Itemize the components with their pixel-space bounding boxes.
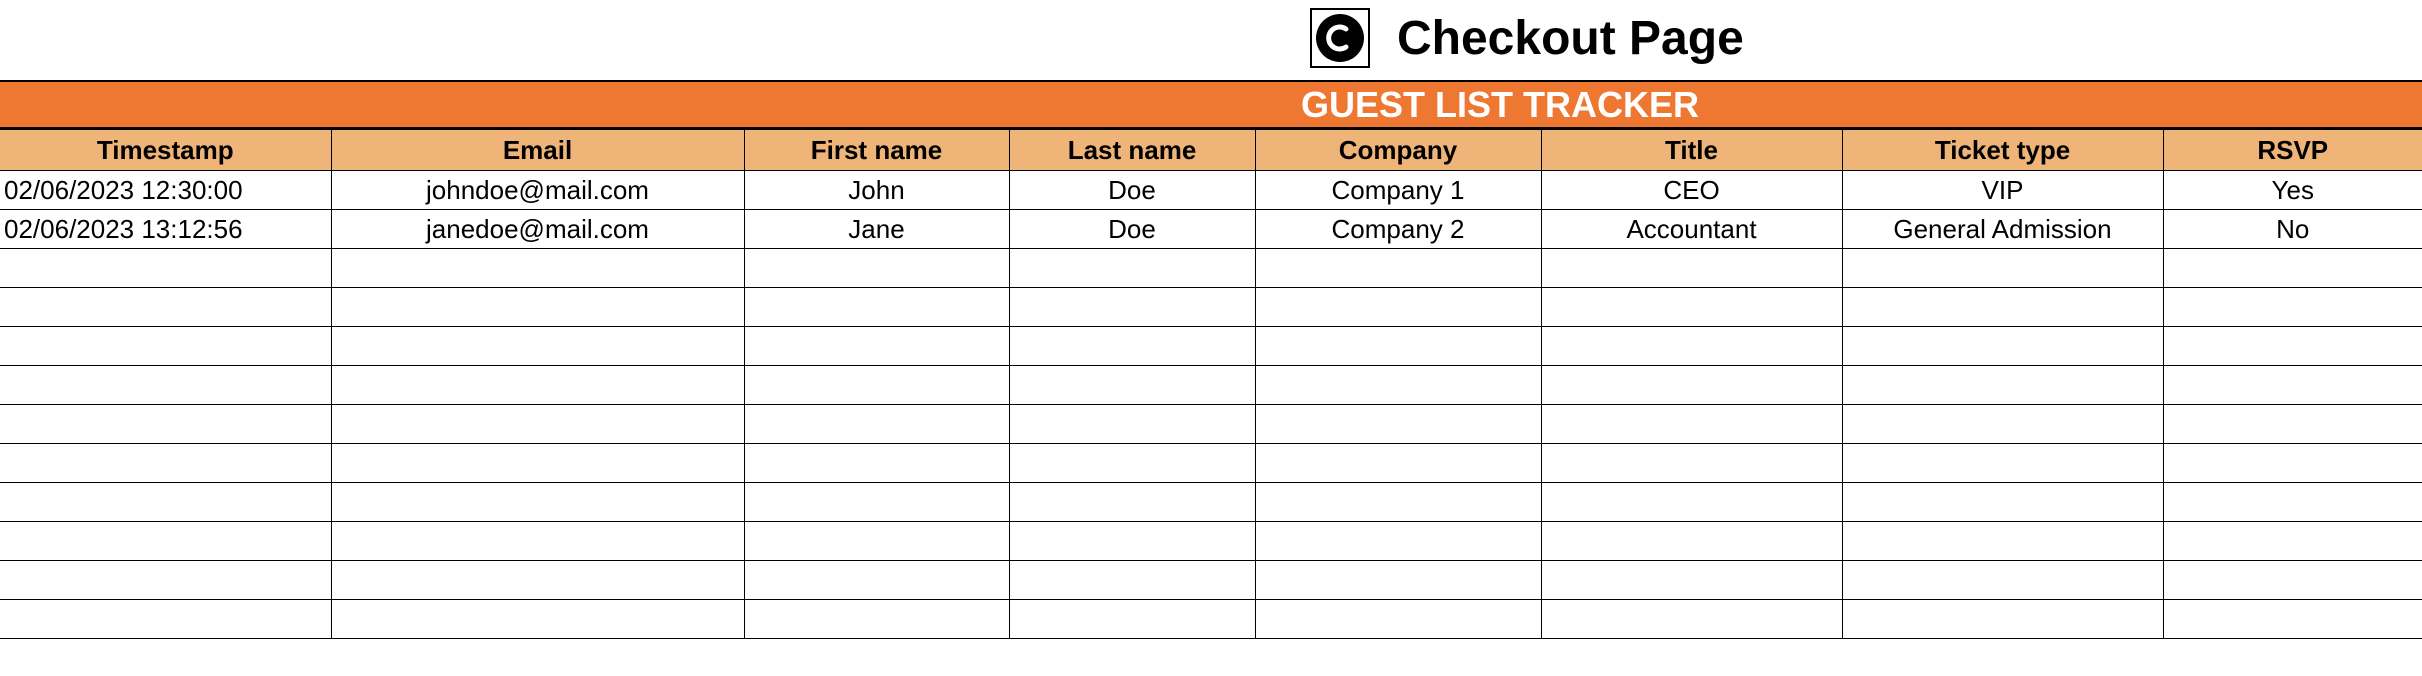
cell-last-name[interactable] bbox=[1009, 249, 1255, 288]
cell-company[interactable] bbox=[1255, 249, 1541, 288]
cell-title[interactable] bbox=[1541, 327, 1842, 366]
cell-company[interactable] bbox=[1255, 405, 1541, 444]
cell-timestamp[interactable]: 02/06/2023 13:12:56 bbox=[0, 210, 331, 249]
column-header-ticket-type[interactable]: Ticket type bbox=[1842, 130, 2163, 171]
cell-email[interactable] bbox=[331, 327, 744, 366]
table-row bbox=[0, 444, 2422, 483]
cell-ticket-type[interactable] bbox=[1842, 405, 2163, 444]
cell-last-name[interactable] bbox=[1009, 366, 1255, 405]
cell-company[interactable] bbox=[1255, 366, 1541, 405]
cell-email[interactable] bbox=[331, 600, 744, 639]
cell-first-name[interactable] bbox=[744, 483, 1009, 522]
cell-email[interactable] bbox=[331, 288, 744, 327]
cell-rsvp[interactable] bbox=[2163, 561, 2422, 600]
cell-title[interactable] bbox=[1541, 288, 1842, 327]
cell-first-name[interactable]: Jane bbox=[744, 210, 1009, 249]
cell-title[interactable] bbox=[1541, 249, 1842, 288]
cell-email[interactable]: janedoe@mail.com bbox=[331, 210, 744, 249]
cell-company[interactable]: Company 2 bbox=[1255, 210, 1541, 249]
column-header-company[interactable]: Company bbox=[1255, 130, 1541, 171]
cell-first-name[interactable] bbox=[744, 600, 1009, 639]
cell-title[interactable] bbox=[1541, 561, 1842, 600]
cell-rsvp[interactable] bbox=[2163, 249, 2422, 288]
tracker-banner bbox=[0, 80, 2422, 129]
cell-ticket-type[interactable] bbox=[1842, 561, 2163, 600]
table-row bbox=[0, 600, 2422, 639]
column-header-title[interactable]: Title bbox=[1541, 130, 1842, 171]
table-row bbox=[0, 249, 2422, 288]
cell-ticket-type[interactable] bbox=[1842, 366, 2163, 405]
cell-last-name[interactable] bbox=[1009, 405, 1255, 444]
table-row bbox=[0, 171, 2422, 210]
page-title: Checkout Page bbox=[1397, 12, 1744, 65]
cell-title[interactable] bbox=[1541, 444, 1842, 483]
cell-timestamp[interactable] bbox=[0, 366, 331, 405]
table-body bbox=[0, 171, 2422, 639]
cell-first-name[interactable] bbox=[744, 444, 1009, 483]
column-header-last-name[interactable]: Last name bbox=[1009, 130, 1255, 171]
cell-ticket-type[interactable] bbox=[1842, 522, 2163, 561]
cell-first-name[interactable] bbox=[744, 327, 1009, 366]
cell-rsvp[interactable] bbox=[2163, 366, 2422, 405]
cell-last-name[interactable] bbox=[1009, 288, 1255, 327]
cell-company[interactable] bbox=[1255, 522, 1541, 561]
cell-first-name[interactable] bbox=[744, 249, 1009, 288]
cell-timestamp[interactable] bbox=[0, 405, 331, 444]
cell-timestamp[interactable] bbox=[0, 600, 331, 639]
cell-rsvp[interactable] bbox=[2163, 327, 2422, 366]
cell-title[interactable] bbox=[1541, 405, 1842, 444]
cell-ticket-type[interactable] bbox=[1842, 327, 2163, 366]
cell-rsvp[interactable] bbox=[2163, 522, 2422, 561]
page-header bbox=[0, 0, 2422, 80]
cell-title[interactable] bbox=[1541, 366, 1842, 405]
cell-title[interactable] bbox=[1541, 522, 1842, 561]
cell-title[interactable]: CEO bbox=[1541, 171, 1842, 210]
cell-company[interactable] bbox=[1255, 561, 1541, 600]
cell-last-name[interactable]: Doe bbox=[1009, 171, 1255, 210]
cell-email[interactable] bbox=[331, 405, 744, 444]
cell-last-name[interactable] bbox=[1009, 561, 1255, 600]
table-row bbox=[0, 327, 2422, 366]
cell-company[interactable] bbox=[1255, 600, 1541, 639]
cell-ticket-type[interactable]: VIP bbox=[1842, 171, 2163, 210]
table-row bbox=[0, 522, 2422, 561]
table-row bbox=[0, 210, 2422, 249]
cell-rsvp[interactable] bbox=[2163, 444, 2422, 483]
cell-timestamp[interactable] bbox=[0, 288, 331, 327]
logo bbox=[1310, 8, 1370, 68]
cell-company[interactable]: Company 1 bbox=[1255, 171, 1541, 210]
cell-ticket-type[interactable] bbox=[1842, 444, 2163, 483]
cell-ticket-type[interactable] bbox=[1842, 288, 2163, 327]
cell-rsvp[interactable] bbox=[2163, 288, 2422, 327]
cell-company[interactable] bbox=[1255, 483, 1541, 522]
cell-company[interactable] bbox=[1255, 288, 1541, 327]
banner-title: GUEST LIST TRACKER bbox=[1300, 84, 1699, 125]
cell-company[interactable] bbox=[1255, 444, 1541, 483]
cell-rsvp[interactable] bbox=[2163, 483, 2422, 522]
cell-last-name[interactable] bbox=[1009, 600, 1255, 639]
cell-ticket-type[interactable]: General Admission bbox=[1842, 210, 2163, 249]
cell-first-name[interactable] bbox=[744, 288, 1009, 327]
cell-email[interactable]: johndoe@mail.com bbox=[331, 171, 744, 210]
column-header-timestamp[interactable]: Timestamp bbox=[0, 130, 331, 171]
header-row bbox=[0, 130, 2422, 171]
cell-title[interactable] bbox=[1541, 483, 1842, 522]
guest-list-table bbox=[0, 129, 2422, 639]
cell-email[interactable] bbox=[331, 483, 744, 522]
cell-email[interactable] bbox=[331, 444, 744, 483]
cell-ticket-type[interactable] bbox=[1842, 249, 2163, 288]
cell-last-name[interactable]: Doe bbox=[1009, 210, 1255, 249]
cell-last-name[interactable] bbox=[1009, 522, 1255, 561]
cell-first-name[interactable] bbox=[744, 561, 1009, 600]
column-header-rsvp[interactable]: RSVP bbox=[2163, 130, 2422, 171]
column-header-first-name[interactable]: First name bbox=[744, 130, 1009, 171]
cell-rsvp[interactable] bbox=[2163, 405, 2422, 444]
cell-timestamp[interactable]: 02/06/2023 12:30:00 bbox=[0, 171, 331, 210]
cell-rsvp[interactable] bbox=[2163, 600, 2422, 639]
cell-timestamp[interactable] bbox=[0, 327, 331, 366]
cell-timestamp[interactable] bbox=[0, 249, 331, 288]
cell-timestamp[interactable] bbox=[0, 522, 331, 561]
table-row bbox=[0, 561, 2422, 600]
cell-first-name[interactable] bbox=[744, 366, 1009, 405]
table-row bbox=[0, 288, 2422, 327]
cell-ticket-type[interactable] bbox=[1842, 483, 2163, 522]
circle-c-logo-icon bbox=[1315, 13, 1365, 63]
cell-timestamp[interactable] bbox=[0, 561, 331, 600]
table-row bbox=[0, 483, 2422, 522]
cell-first-name[interactable] bbox=[744, 405, 1009, 444]
cell-rsvp[interactable]: No bbox=[2163, 210, 2422, 249]
cell-first-name[interactable] bbox=[744, 522, 1009, 561]
table-row bbox=[0, 366, 2422, 405]
cell-email[interactable] bbox=[331, 366, 744, 405]
cell-ticket-type[interactable] bbox=[1842, 600, 2163, 639]
cell-timestamp[interactable] bbox=[0, 483, 331, 522]
cell-email[interactable] bbox=[331, 561, 744, 600]
cell-last-name[interactable] bbox=[1009, 483, 1255, 522]
cell-company[interactable] bbox=[1255, 327, 1541, 366]
column-header-email[interactable]: Email bbox=[331, 130, 744, 171]
cell-rsvp[interactable]: Yes bbox=[2163, 171, 2422, 210]
cell-email[interactable] bbox=[331, 249, 744, 288]
table-row bbox=[0, 405, 2422, 444]
cell-email[interactable] bbox=[331, 522, 744, 561]
cell-last-name[interactable] bbox=[1009, 327, 1255, 366]
cell-title[interactable] bbox=[1541, 600, 1842, 639]
cell-title[interactable]: Accountant bbox=[1541, 210, 1842, 249]
cell-last-name[interactable] bbox=[1009, 444, 1255, 483]
cell-timestamp[interactable] bbox=[0, 444, 331, 483]
cell-first-name[interactable]: John bbox=[744, 171, 1009, 210]
